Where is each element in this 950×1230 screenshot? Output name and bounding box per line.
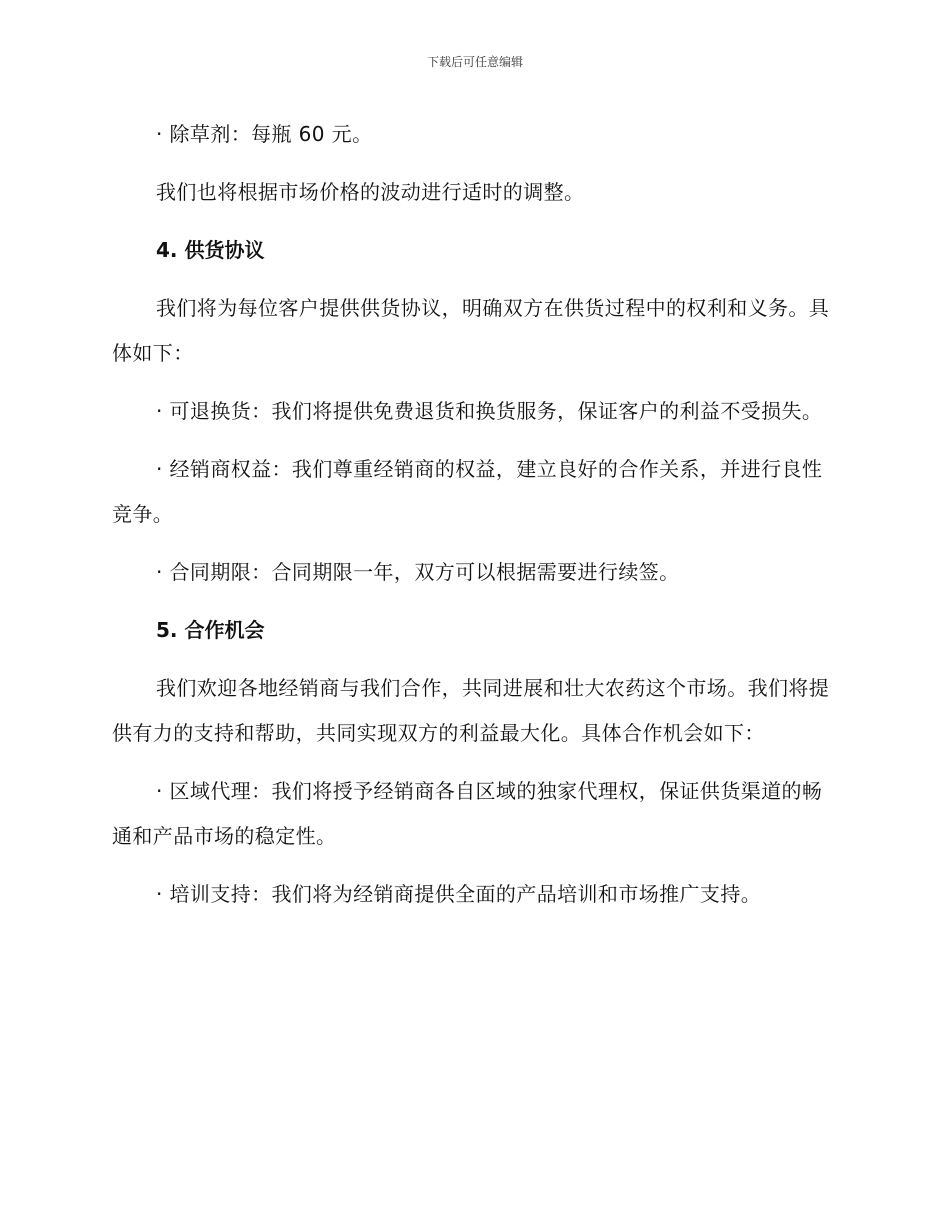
price-adjustment-paragraph: 我们也将根据市场价格的波动进行适时的调整。: [156, 180, 585, 204]
document-body: [112, 112, 834, 930]
section-heading-supply-agreement: 4. 供货协议: [156, 238, 265, 262]
bullet-regional-agency: · 区域代理：我们将授予经销商各自区域的独家代理权，保证供货渠道的畅通和产品市场的稳定性。: [112, 779, 823, 848]
cooperation-paragraph: 我们欢迎各地经销商与我们合作，共同进展和壮大农药这个市场。我们将提供有力的支持和帮助，共同实现双方的利益最大化。具体合作机会如下：: [112, 676, 830, 745]
bullet-contract-term: · 合同期限：合同期限一年，双方可以根据需要进行续签。: [156, 560, 680, 584]
bullet-herbicide-price: · 除草剂：每瓶 60 元。: [156, 122, 373, 146]
supply-agreement-paragraph: 我们将为每位客户提供供货协议，明确双方在供货过程中的权利和义务。具体如下：: [112, 296, 830, 365]
bullet-training-support: · 培训支持：我们将为经销商提供全面的产品培训和市场推广支持。: [156, 882, 762, 906]
bullet-dealer-rights: · 经销商权益：我们尊重经销商的权益，建立良好的合作关系，并进行良性竞争。: [112, 457, 823, 526]
bullet-returns-exchanges: · 可退换货：我们将提供免费退货和换货服务，保证客户的利益不受损失。: [156, 399, 823, 423]
section-heading-cooperation: 5. 合作机会: [156, 618, 265, 642]
page-header: 下载后可任意编辑: [426, 55, 523, 69]
